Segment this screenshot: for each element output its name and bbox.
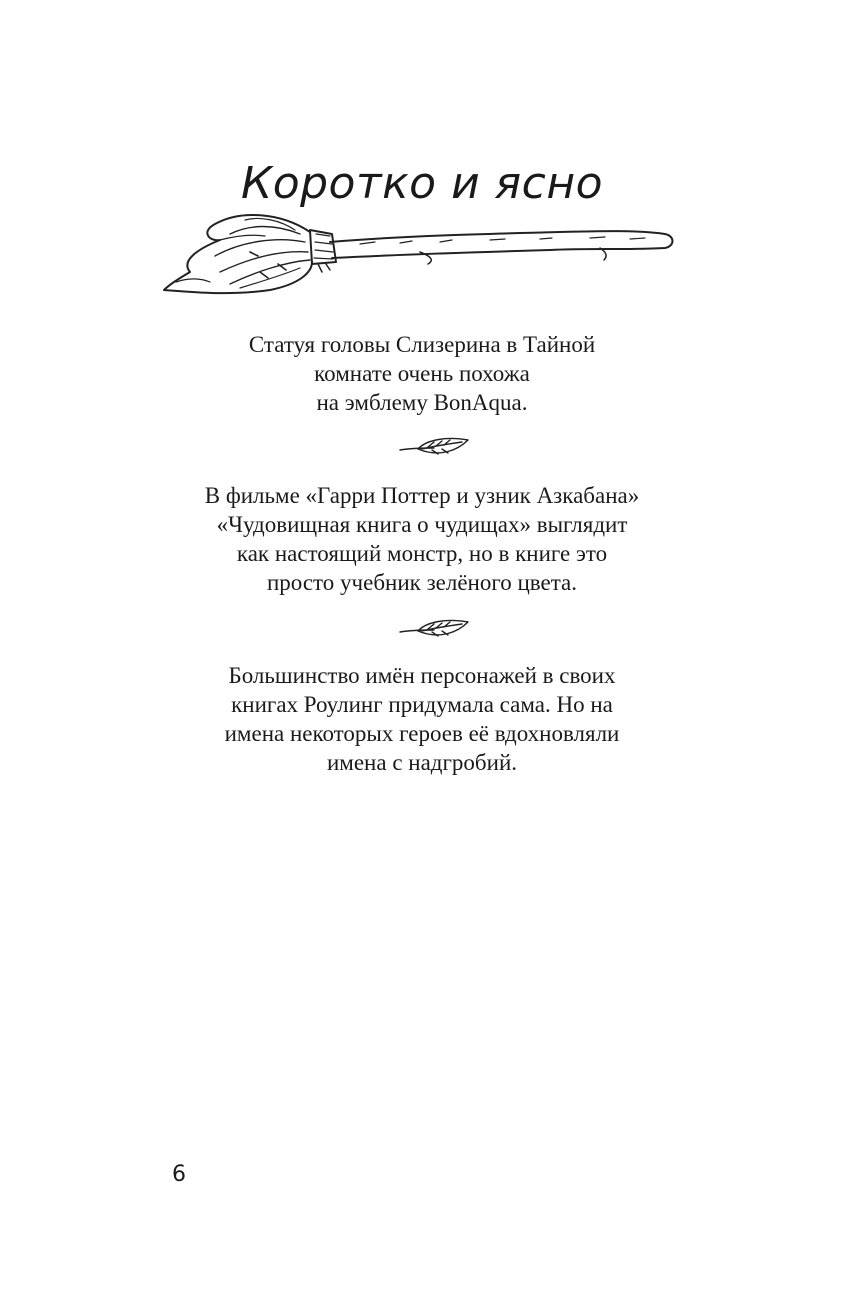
fact-line: книгах Роулинг придумала сама. Но на [231,692,613,717]
feather-icon [398,436,470,460]
fact-line: Статуя головы Слизерина в Тайной [248,332,596,357]
broom-icon [160,212,680,312]
feather-icon [398,618,470,642]
fact-line: Большинство имён персонажей в своих [228,663,616,688]
fact-paragraph [150,661,694,777]
fact-paragraph [150,330,694,417]
fact-paragraph [150,481,694,597]
fact-line: В фильме «Гарри Поттер и узник Азкабана» [204,483,640,508]
page-number: 6 [172,1162,186,1187]
fact-line: просто учебник зелёного цвета. [266,570,578,595]
fact-line: «Чудовищная книга о чудищах» выглядит [216,512,628,537]
fact-line: имена с надгробий. [326,750,518,775]
page-title: Коротко и ясно [240,158,604,209]
fact-line: как настоящий монстр, но в книге это [236,541,608,566]
fact-line: имена некоторых героев её вдохновляли [224,721,620,746]
fact-line: на эмблему BonAqua. [316,390,528,415]
fact-line: комнате очень похожа [314,361,530,386]
